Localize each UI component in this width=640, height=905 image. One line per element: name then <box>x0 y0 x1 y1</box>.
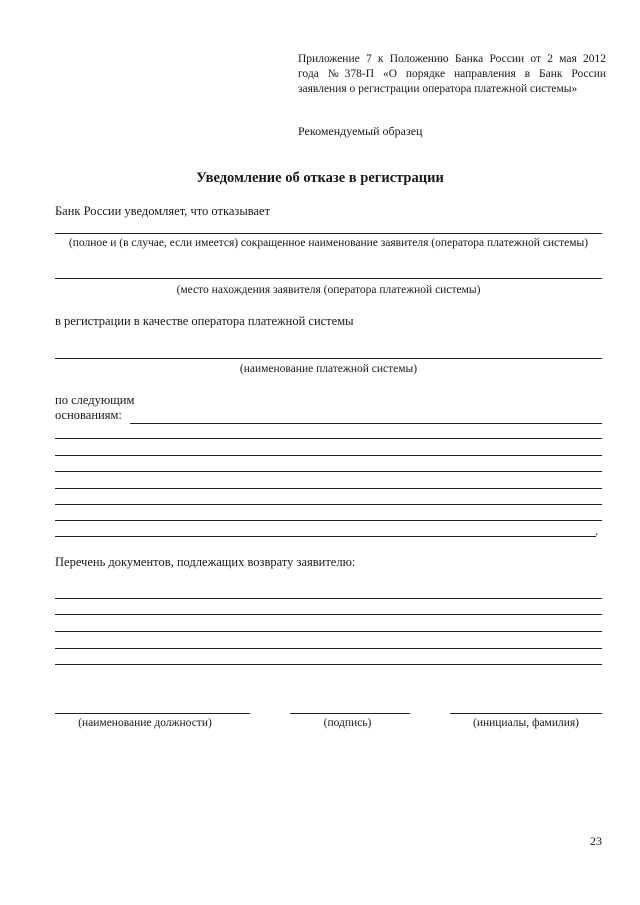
page-number: 23 <box>590 834 602 848</box>
documents-line <box>55 598 602 599</box>
header-line-3: заявления о регистрации оператора платежной системы» <box>298 83 578 95</box>
sample-label: Рекомендуемый образец <box>298 124 423 138</box>
position-caption: (наименование должности) <box>78 717 212 729</box>
signature-caption: (подпись) <box>323 717 372 729</box>
intro-text: Банк России уведомляет, что отказывает <box>55 204 271 218</box>
initials-line <box>450 713 602 714</box>
header-line-2: года №378-П «О порядке направления в Банк России <box>298 68 606 80</box>
grounds-label-line2: основаниям: <box>55 408 122 422</box>
applicant-name-caption: (полное и (в случае, если имеется) сокращенное наименование заявителя (оператора платежной системы) <box>68 237 589 249</box>
grounds-period: . <box>595 524 599 538</box>
applicant-name-line <box>55 233 602 234</box>
registration-text: в регистрации в качестве оператора платежной системы <box>55 314 354 328</box>
document-title: Уведомление об отказе в регистрации <box>196 170 444 186</box>
grounds-line <box>55 520 602 521</box>
grounds-label-line1: по следующим <box>55 393 135 407</box>
grounds-line <box>55 488 602 489</box>
grounds-line <box>55 471 602 472</box>
payment-system-caption: (наименование платежной системы) <box>239 363 418 375</box>
initials-caption: (инициалы, фамилия) <box>472 717 580 729</box>
payment-system-line <box>55 358 602 359</box>
header-line-1: Приложение 7 к Положению Банка России от 2 мая 2012 <box>298 53 606 65</box>
documents-line <box>55 648 602 649</box>
appendix-header <box>298 52 606 97</box>
documents-line <box>55 631 602 632</box>
grounds-line <box>55 455 602 456</box>
grounds-line <box>130 423 602 424</box>
grounds-line <box>55 504 602 505</box>
documents-line <box>55 614 602 615</box>
signature-line <box>290 713 410 714</box>
documents-return-text: Перечень документов, подлежащих возврату заявителю: <box>55 555 356 569</box>
position-line <box>55 713 250 714</box>
grounds-line <box>55 438 602 439</box>
applicant-location-caption: (место нахождения заявителя (оператора платежной системы) <box>176 284 481 296</box>
applicant-location-line <box>55 278 602 279</box>
grounds-line <box>55 536 596 537</box>
documents-line <box>55 664 602 665</box>
